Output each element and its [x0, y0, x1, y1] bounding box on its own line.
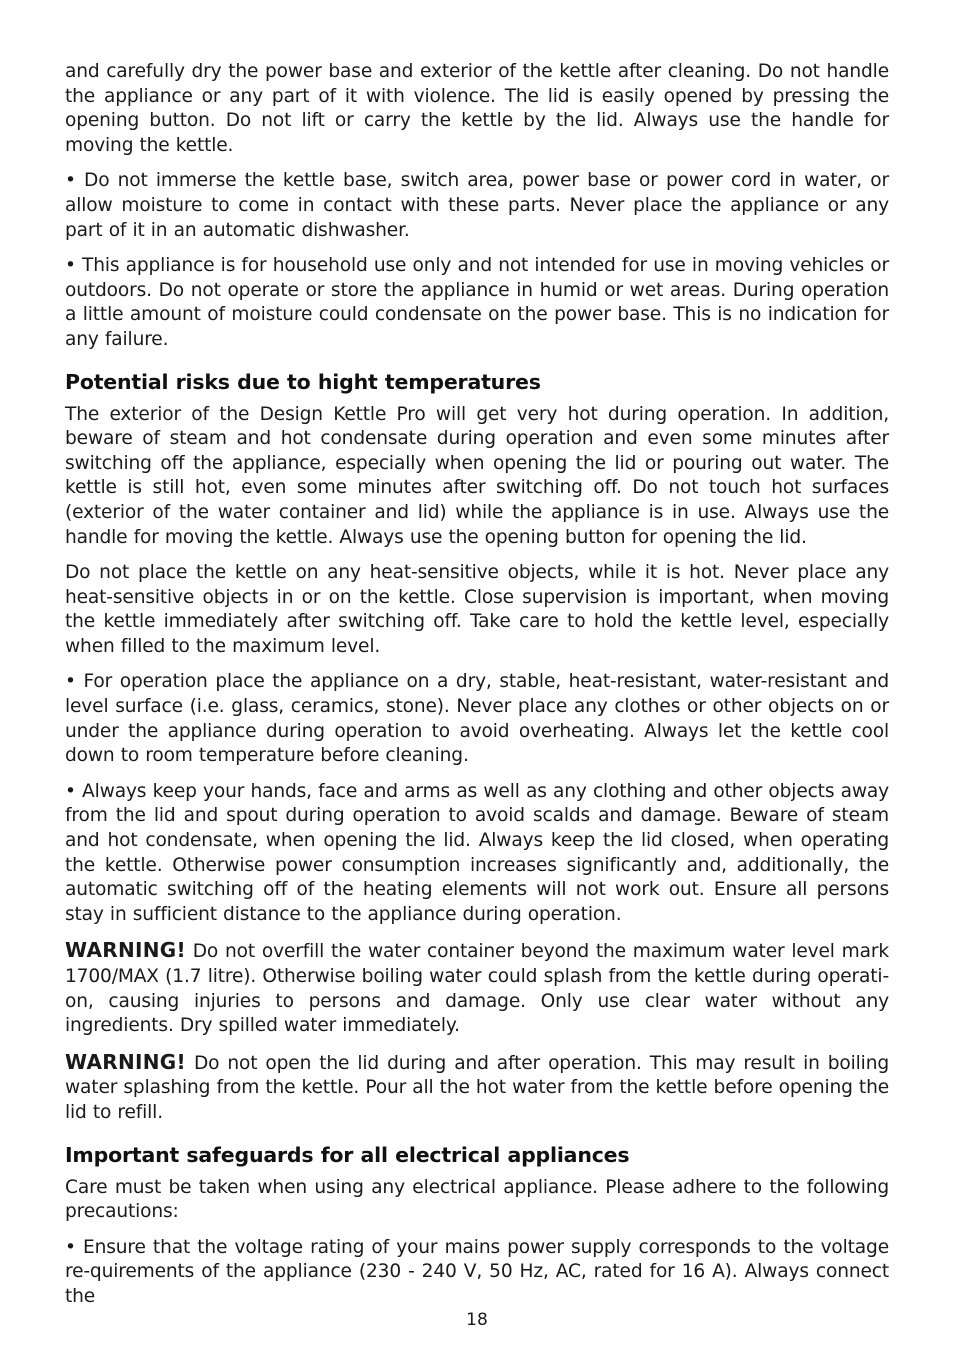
section-heading-safeguards: Important safeguards for all electrical appliances	[65, 1142, 630, 1167]
warning-text: Do not overfill the water container beyond the maximum water level mark 1700/MAX (1.7 litre). Otherwise boiling water could splash from the kettle during operati-on, causing injuries to persons and damage. Only use clear water without any ingredients. Dry spilled water immediately.	[65, 941, 889, 1037]
paragraph: The exterior of the Design Kettle Pro will get very hot during operation. In addition, beware of steam and hot condensate during operation and even some minutes after switching off the appliance, especially when opening the lid or pouring out water. The kettle is still hot, even some minutes after switching off. Do not touch hot surfaces (exterior of the water container and lid) while the appliance is in use. Always use the handle for moving the kettle. Always use the opening button for opening the lid.	[65, 403, 889, 548]
bullet-paragraph: • Always keep your hands, face and arms as well as any clothing and other objects away from the lid and spout during operation to avoid scalds and damage. Beware of steam and hot condensate, when opening the lid. Always keep the lid closed, when operating the kettle. Otherwise power consumption increases significantly and, additionally, the automatic switching off of the heating elements will not work out. Ensure all persons stay in sufficient distance to the appliance during operation.	[65, 780, 889, 925]
warning-paragraph	[65, 1050, 889, 1126]
bullet-paragraph: • This appliance is for household use only and not intended for use in moving vehicles or outdoors. Do not operate or store the appliance in humid or wet areas. During operation a little amount of moisture could condensate on the power base. This is no indication for any failure.	[65, 255, 889, 350]
warning-paragraph	[65, 938, 889, 1038]
bullet-paragraph: • Ensure that the voltage rating of your mains power supply corresponds to the voltage re-quirements of the appliance (230 - 240 V, 50 Hz, AC, rated for 16 A). Always connect the	[65, 1236, 889, 1307]
warning-label: WARNING!	[65, 938, 186, 963]
warning-label: WARNING!	[65, 1049, 186, 1074]
paragraph: and carefully dry the power base and exterior of the kettle after cleaning. Do not handle the appliance or any part of it with violence. The lid is easily opened by pressing the opening button. Do not lift or carry the kettle by the lid. Always use the handle for moving the kettle.	[65, 61, 889, 156]
paragraph: Care must be taken when using any electrical appliance. Please adhere to the following precautions:	[65, 1176, 889, 1223]
page-number: 18	[466, 1310, 488, 1330]
paragraph: Do not place the kettle on any heat-sensitive objects, while it is hot. Never place any heat-sensitive objects in or on the kettle. Close supervision is important, when moving the kettle immediately after switching off. Take care to hold the kettle level, especially when filled to the maximum level.	[65, 562, 889, 657]
bullet-paragraph: • Do not immerse the kettle base, switch area, power base or power cord in water, or allow moisture to come in contact with these parts. Never place the appliance or any part of it in an automatic dishwasher.	[65, 170, 889, 241]
bullet-paragraph: • For operation place the appliance on a dry, stable, heat-resistant, water-resistant and level surface (i.e. glass, ceramics, stone). Never place any clothes or other objects on or under the appliance during operation to avoid overheating. Always let the kettle cool down to room temperature before cleaning.	[65, 671, 889, 767]
section-heading-risks: Potential risks due to hight temperatures	[65, 369, 541, 394]
document-page	[65, 60, 889, 1321]
warning-text: Do not open the lid during and after operation. This may result in boiling water splashing from the kettle. Pour all the hot water from the kettle before opening the lid to refill.	[65, 1052, 889, 1123]
